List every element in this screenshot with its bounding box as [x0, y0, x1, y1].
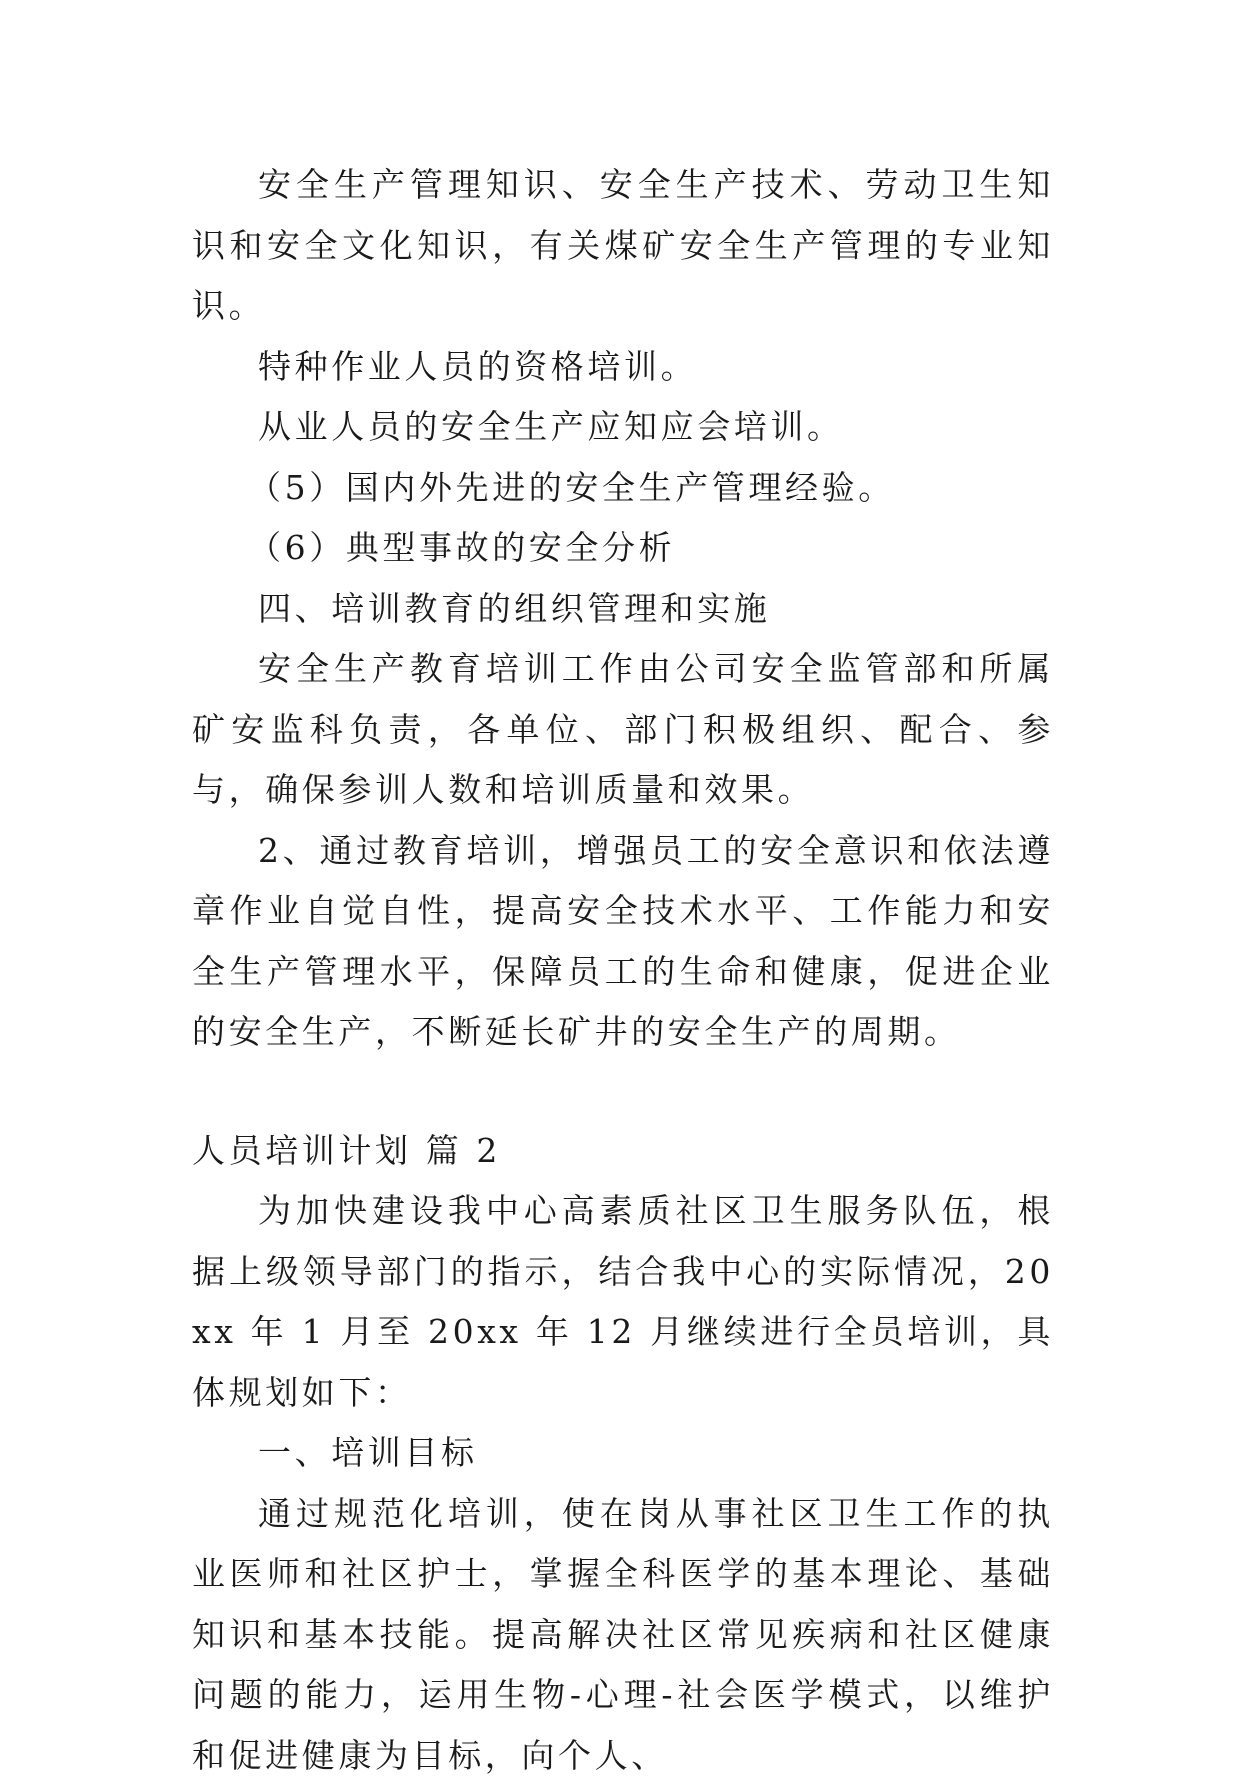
paragraph-training-purpose: 2、通过教育培训，增强员工的安全意识和依法遵章作业自觉自性，提高安全技术水平、工作能力和安全生产管理水平，保障员工的生命和健康，促进企业的安全生产，不断延长矿井的安全生产的周期。: [192, 821, 1054, 1063]
article-heading: 人员培训计划 篇 2: [192, 1121, 1054, 1182]
paragraph-intro: 为加快建设我中心高素质社区卫生服务队伍，根据上级领导部门的指示，结合我中心的实际情况，20xx 年 1 月至 20xx 年 12 月继续进行全员培训，具体规划如下：: [192, 1181, 1054, 1423]
section-heading-goals: 一、培训目标: [192, 1423, 1054, 1484]
paragraph-organization-responsibility: 安全生产教育培训工作由公司安全监管部和所属矿安监科负责，各单位、部门积极组织、配合、参与，确保参训人数和培训质量和效果。: [192, 639, 1054, 821]
paragraph-goals: 通过规范化培训，使在岗从事社区卫生工作的执业医师和社区护士，掌握全科医学的基本理论、基础知识和基本技能。提高解决社区常见疾病和社区健康问题的能力，运用生物-心理-社会医学模式，以维护和促进健康为目标，向个人、: [192, 1484, 1054, 1786]
section-heading-organization: 四、培训教育的组织管理和实施: [192, 579, 1054, 640]
paragraph-employee-training: 从业人员的安全生产应知应会培训。: [192, 397, 1054, 458]
paragraph-special-operator-training: 特种作业人员的资格培训。: [192, 337, 1054, 398]
paragraph-item-6: （6）典型事故的安全分析: [192, 518, 1054, 579]
paragraph-item-5: （5）国内外先进的安全生产管理经验。: [192, 458, 1054, 519]
document-body: [192, 155, 1054, 1786]
paragraph-safety-knowledge: 安全生产管理知识、安全生产技术、劳动卫生知识和安全文化知识，有关煤矿安全生产管理的专业知识。: [192, 155, 1054, 337]
